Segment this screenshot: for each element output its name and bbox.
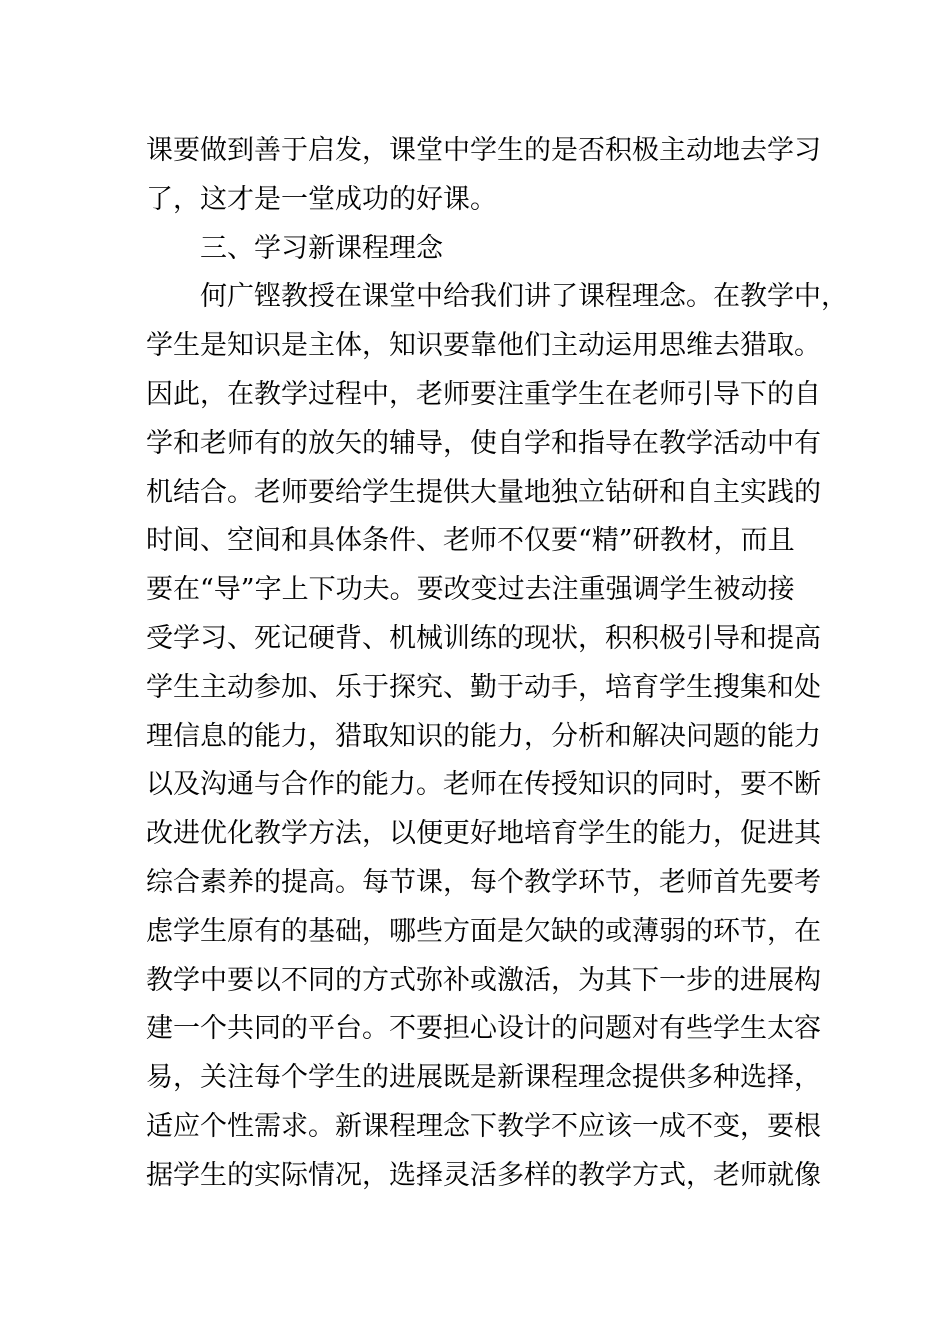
text-line: 要在“导”字上下功夫。要改变过去注重强调学生被动接 — [146, 574, 795, 606]
paragraph-first-line: 何广铿教授在课堂中给我们讲了课程理念。在教学中， — [200, 281, 848, 313]
text-line: 课要做到善于启发，课堂中学生的是否积极主动地去学习 — [146, 135, 821, 166]
text-line: 因此，在教学过程中，老师要注重学生在老师引导下的自 — [146, 378, 821, 410]
text-line: 了，这才是一堂成功的好课。 — [146, 183, 497, 215]
text-line: 易，关注每个学生的进展既是新课程理念提供多种选择， — [146, 1062, 821, 1094]
body-text — [146, 127, 848, 1201]
text-line: 时间、空间和具体条件、老师不仅要“精”研教材，而且 — [146, 525, 795, 557]
text-line: 据学生的实际情况，选择灵活多样的教学方式，老师就像 — [146, 1159, 821, 1191]
text-line: 机结合。老师要给学生提供大量地独立钻研和自主实践的 — [146, 476, 821, 508]
text-line: 建一个共同的平台。不要担心设计的问题对有些学生太容 — [146, 1013, 821, 1045]
text-line: 以及沟通与合作的能力。老师在传授知识的同时，要不断 — [146, 769, 821, 801]
text-line: 受学习、死记硬背、机械训练的现状，积积极引导和提高 — [146, 622, 821, 654]
text-line: 学和老师有的放矢的辅导，使自学和指导在教学活动中有 — [146, 427, 821, 459]
text-line: 学生是知识是主体，知识要靠他们主动运用思维去猎取。 — [146, 330, 821, 362]
text-line: 理信息的能力，猎取知识的能力，分析和解决问题的能力 — [146, 720, 821, 752]
text-line: 教学中要以不同的方式弥补或激活，为其下一步的进展构 — [146, 964, 821, 996]
text-line: 适应个性需求。新课程理念下教学不应该一成不变，要根 — [146, 1110, 821, 1142]
text-line: 学生主动参加、乐于探究、勤于动手，培育学生搜集和处 — [146, 671, 821, 703]
text-line: 改进优化教学方法，以便更好地培育学生的能力，促进其 — [146, 818, 821, 850]
section-heading: 三、学习新课程理念 — [200, 232, 443, 264]
text-line: 虑学生原有的基础，哪些方面是欠缺的或薄弱的环节，在 — [146, 915, 821, 947]
text-line: 综合素养的提高。每节课，每个教学环节，老师首先要考 — [146, 866, 821, 898]
